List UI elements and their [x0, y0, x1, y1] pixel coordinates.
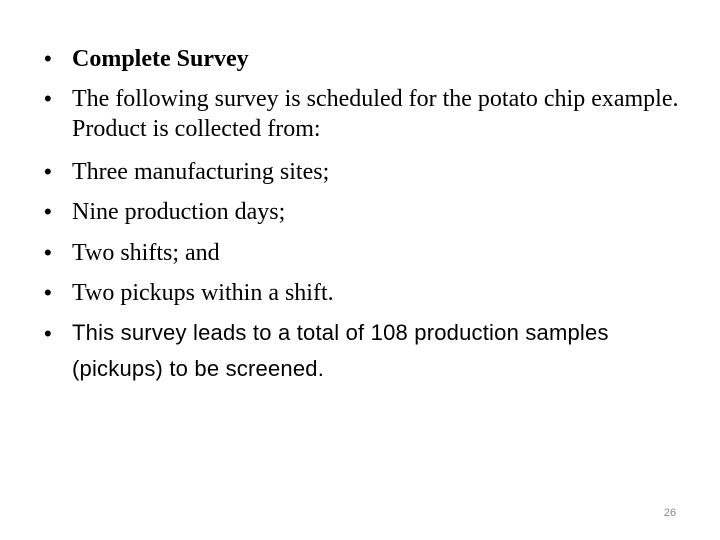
- bullet-text: The following survey is scheduled for the potato chip example. Product is collected from:: [72, 86, 679, 142]
- bullet-marker: •: [44, 86, 52, 111]
- bullet-text: Three manufacturing sites;: [72, 159, 330, 185]
- bullet-text: Two shifts; and: [72, 240, 220, 266]
- bullet-text: Two pickups within a shift.: [72, 280, 334, 306]
- bullet-marker: •: [44, 280, 52, 305]
- bullet-text: Nine production days;: [72, 199, 286, 225]
- bullet-marker: •: [44, 240, 52, 265]
- page-number: 26: [663, 507, 677, 519]
- bullet-text: Complete Survey: [72, 46, 249, 72]
- bullet-text: This survey leads to a total of 108 production samples (pickups) to be screened.: [72, 320, 609, 381]
- bullet-marker: •: [44, 321, 52, 346]
- bullet-marker: •: [44, 46, 52, 71]
- bullet-marker: •: [44, 159, 52, 184]
- bullet-marker: •: [44, 199, 52, 224]
